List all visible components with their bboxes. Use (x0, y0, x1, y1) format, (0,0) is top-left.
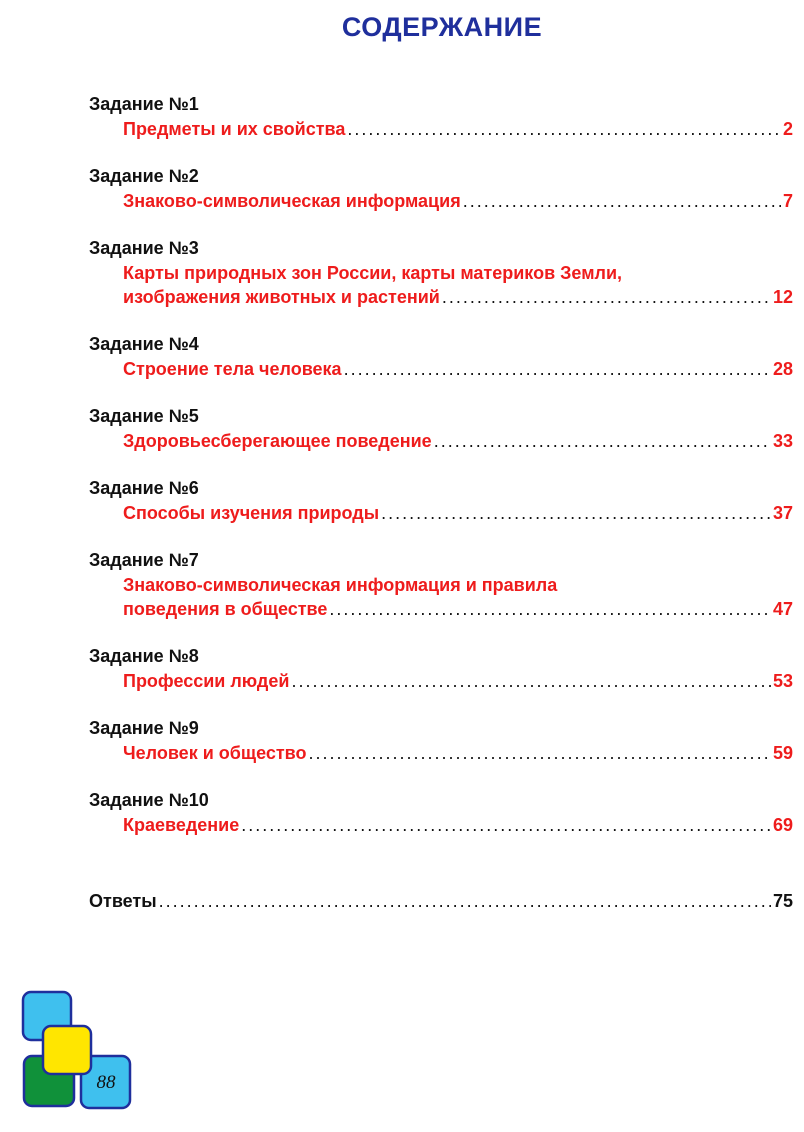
dot-leader (309, 741, 771, 765)
toc-topic-title: Профессии людей (123, 671, 290, 691)
toc-page-number: 33 (772, 431, 793, 451)
toc-task-label: Задание №4 (89, 334, 199, 354)
toc-entry-2[interactable] (89, 164, 793, 236)
toc-entry-5[interactable] (89, 404, 793, 476)
toc-task-label: Задание №9 (89, 718, 199, 738)
toc-topic-title-line: Карты природных зон России, карты материков Земли, (123, 263, 623, 283)
toc-topic[interactable] (123, 117, 793, 141)
toc-topic-title: изображения животных и растений (123, 287, 440, 307)
page-title: СОДЕРЖАНИЕ (341, 12, 543, 42)
dot-leader (291, 669, 771, 693)
toc-entry-9[interactable] (89, 716, 793, 788)
toc-topic[interactable] (123, 261, 793, 309)
toc-page-number: 28 (772, 359, 793, 379)
dot-leader (442, 285, 771, 309)
toc-entry-8[interactable] (89, 644, 793, 716)
toc-topic[interactable] (123, 189, 793, 213)
toc-topic-title: Краеведение (123, 815, 240, 835)
toc-page-number: 7 (782, 191, 793, 211)
toc-page-number: 69 (772, 815, 793, 835)
toc-task-label: Задание №7 (89, 550, 199, 570)
toc-topic[interactable] (123, 429, 793, 453)
toc-entry-10[interactable] (89, 788, 793, 860)
toc-topic-title: поведения в обществе (123, 599, 328, 619)
toc-entry-7[interactable] (89, 548, 793, 644)
answers-page-number: 75 (772, 891, 793, 911)
toc-topic-title-line: Знаково-символическая информация и правила (123, 575, 558, 595)
toc-topic[interactable] (123, 573, 793, 621)
toc-topic[interactable] (123, 357, 793, 381)
toc-page-number: 12 (772, 287, 793, 307)
page-number: 88 (96, 1072, 116, 1093)
toc-entry-1[interactable] (89, 92, 793, 164)
toc-page-number: 53 (772, 671, 793, 691)
toc-entry-4[interactable] (89, 332, 793, 404)
table-of-contents (89, 92, 793, 860)
toc-topic[interactable] (123, 813, 793, 837)
toc-page-number: 37 (772, 503, 793, 523)
toc-topic-title: Строение тела человека (123, 359, 342, 379)
dot-leader (347, 117, 781, 141)
toc-task-label: Задание №5 (89, 406, 199, 426)
toc-topic[interactable] (123, 501, 793, 525)
toc-task-label: Задание №3 (89, 238, 199, 258)
toc-page-number: 2 (782, 119, 793, 139)
dot-leader (344, 357, 771, 381)
toc-page-number: 59 (772, 743, 793, 763)
toc-answers-entry[interactable] (89, 889, 793, 913)
toc-entry-3[interactable] (89, 236, 793, 332)
toc-topic-title: Способы изучения природы (123, 503, 380, 523)
dot-leader (434, 429, 771, 453)
dot-leader (241, 813, 771, 837)
toc-topic[interactable] (123, 741, 793, 765)
toc-page-number: 47 (772, 599, 793, 619)
toc-task-label: Задание №8 (89, 646, 199, 666)
page-logo (21, 990, 133, 1115)
dot-leader (159, 889, 771, 913)
answers-label: Ответы (89, 891, 157, 911)
toc-task-label: Задание №6 (89, 478, 199, 498)
logo-square-yellow (43, 1026, 91, 1074)
toc-task-label: Задание №1 (89, 94, 199, 114)
toc-topic-title: Знаково-символическая информация (123, 191, 461, 211)
toc-topic[interactable] (123, 669, 793, 693)
toc-topic-title: Предметы и их свойства (123, 119, 346, 139)
toc-task-label: Задание №10 (89, 790, 209, 810)
dot-leader (463, 189, 781, 213)
dot-leader (381, 501, 771, 525)
dot-leader (329, 597, 771, 621)
toc-topic-title: Человек и общество (123, 743, 307, 763)
toc-entry-6[interactable] (89, 476, 793, 548)
toc-topic-title: Здоровьесберегающее поведение (123, 431, 432, 451)
toc-task-label: Задание №2 (89, 166, 199, 186)
